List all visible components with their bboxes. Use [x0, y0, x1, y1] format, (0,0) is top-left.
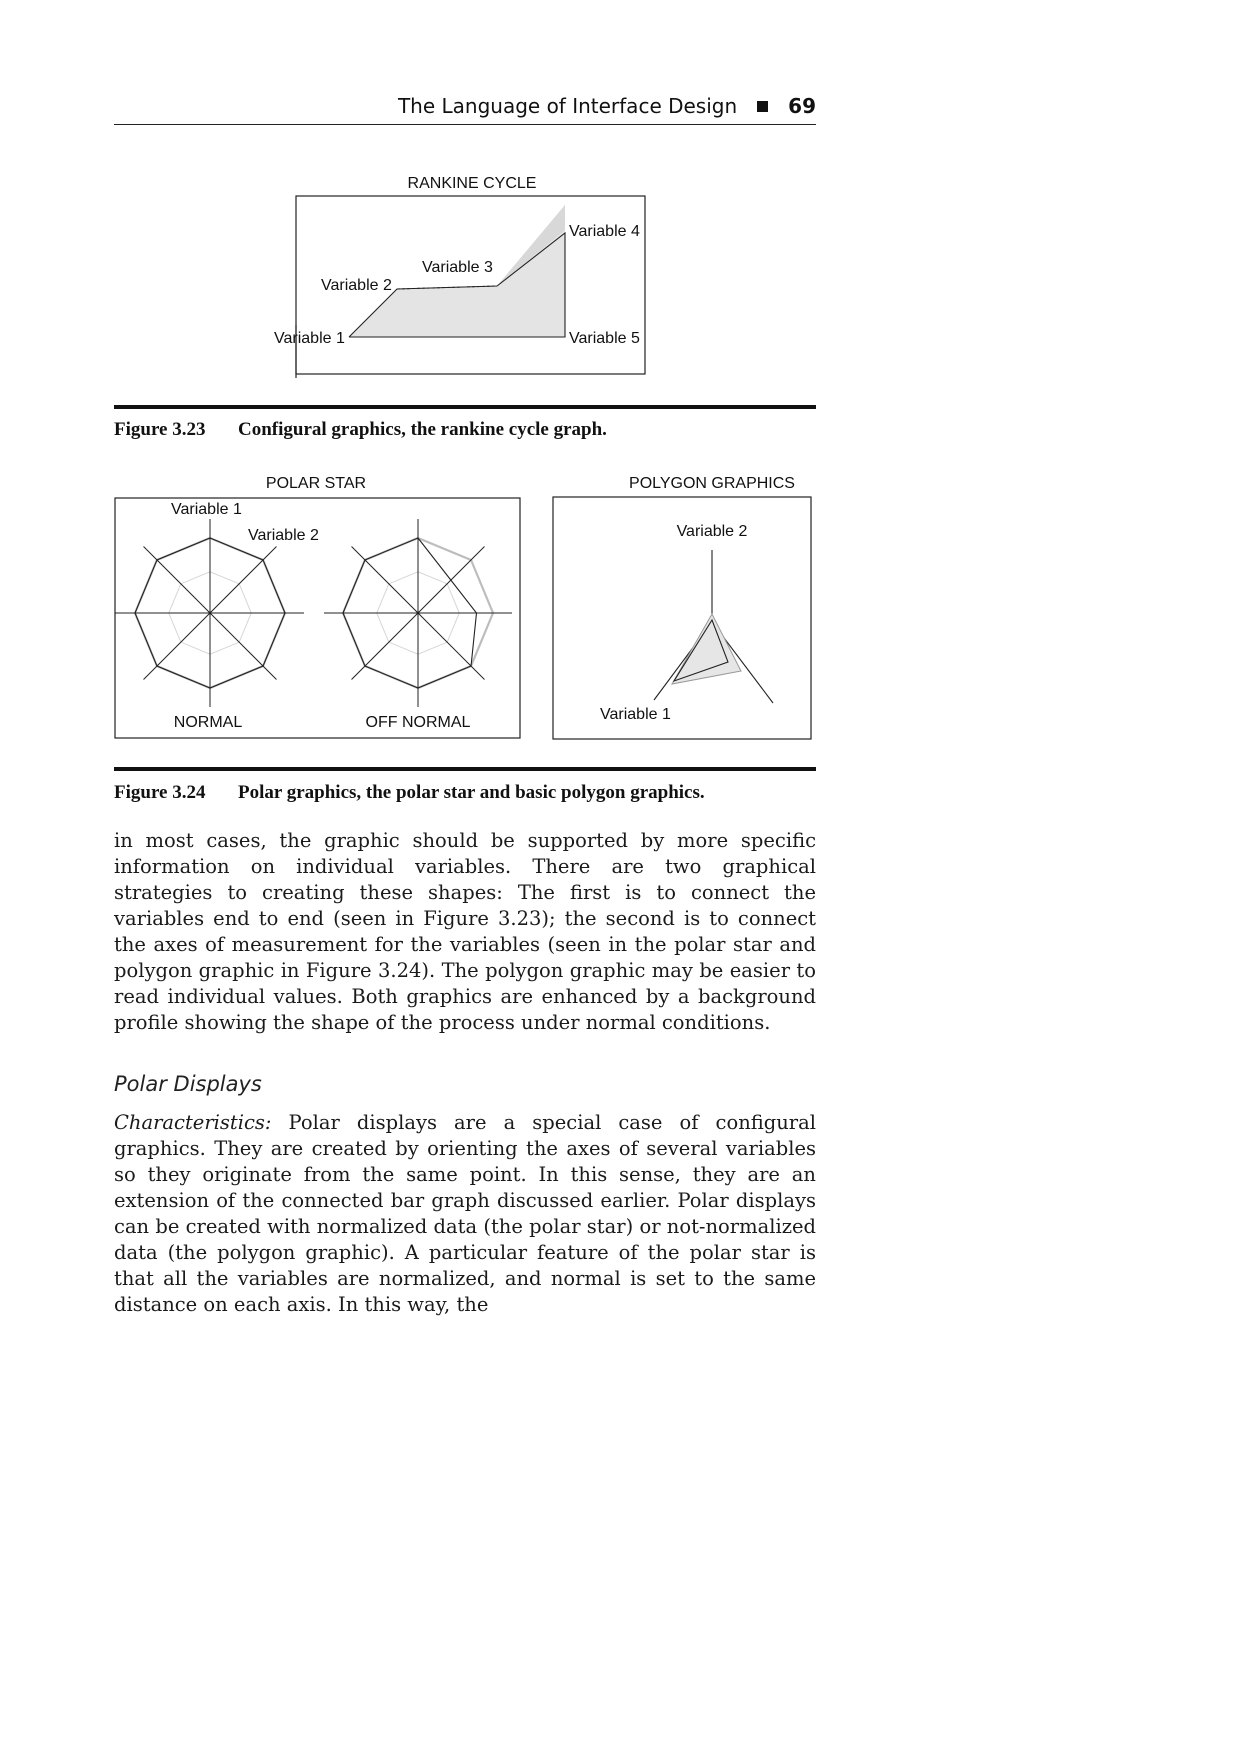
- rankine-label-variable-5: Variable 5: [569, 330, 640, 347]
- figure-polar-graphics: [0, 460, 1245, 760]
- section-heading: Polar Displays: [114, 1072, 262, 1096]
- normal-label: NORMAL: [173, 714, 243, 731]
- polar-axis: [210, 547, 276, 613]
- running-title: The Language of Interface Design: [397, 94, 738, 118]
- figure-3-23-number: Figure 3.23: [114, 419, 206, 440]
- polar-star-normal: [115, 519, 304, 707]
- rankine-title: RANKINE CYCLE: [407, 175, 537, 192]
- off-normal-label: OFF NORMAL: [365, 714, 471, 731]
- polar-axis: [144, 547, 210, 613]
- polar-label-variable-1: Variable 1: [171, 501, 242, 518]
- section-lead-in: Characteristics:: [114, 1111, 272, 1134]
- rankine-label-variable-3: Variable 3: [422, 259, 493, 276]
- figure-rankine-cycle: [0, 0, 1245, 420]
- rankine-label-variable-1: Variable 1: [274, 330, 345, 347]
- page-number: 69: [788, 94, 816, 118]
- polar-label-variable-2: Variable 2: [248, 527, 319, 544]
- rankine-label-variable-4: Variable 4: [569, 223, 640, 240]
- figure-3-23-caption: [114, 419, 607, 441]
- figure-3-23-rule: [114, 405, 816, 409]
- polygon-graphic: [654, 550, 773, 703]
- polar-axis: [144, 613, 210, 679]
- figure-3-24-rule: [114, 767, 816, 771]
- polygon-label-variable-1: Variable 1: [600, 706, 671, 723]
- polar-axis: [210, 613, 276, 679]
- figure-3-24-caption-text: Polar graphics, the polar star and basic polygon graphics.: [238, 782, 705, 803]
- section-body-text: Polar displays are a special case of configural graphics. They are created by orienting the axes of several variables so they originate from the same point. In this sense, they are an extension of the connected bar graph discussed earlier. Polar displays can be created with normalized data (the polar star) or not-normalized data (the polygon graphic). A particular feature of the polar star is that all the variables are normalized, and normal is set to the same distance on each axis. In this way, the: [114, 1111, 816, 1316]
- rankine-label-variable-2: Variable 2: [321, 277, 392, 294]
- figure-3-23-caption-text: Configural graphics, the rankine cycle graph.: [238, 419, 607, 440]
- body-paragraph: in most cases, the graphic should be supported by more specific information on individual variables. There are two graphical strategies to creating these shapes: The first is to connect the variables end to end (seen in Figure 3.23); the second is to connect the axes of measurement for the variables (seen in the polar star and polygon graphic in Figure 3.24). The polygon graphic may be easier to read individual values. Both graphics are enhanced by a background profile showing the shape of the process under normal conditions.: [114, 829, 816, 1034]
- polar-star-title: POLAR STAR: [265, 475, 367, 492]
- polar-axis: [352, 613, 418, 679]
- section-body: [114, 1110, 816, 1318]
- polygon-graphics-title: POLYGON GRAPHICS: [629, 475, 795, 492]
- polar-star-off-normal: [324, 519, 512, 707]
- polar-axis: [352, 547, 418, 613]
- polygon-normal-profile: [672, 614, 741, 684]
- polar-axis: [418, 613, 484, 679]
- polygon-label-variable-2: Variable 2: [676, 523, 748, 540]
- figure-3-24-number: Figure 3.24: [114, 782, 206, 803]
- body-paragraph-block: [114, 828, 816, 1036]
- figure-3-24-caption: [114, 782, 705, 804]
